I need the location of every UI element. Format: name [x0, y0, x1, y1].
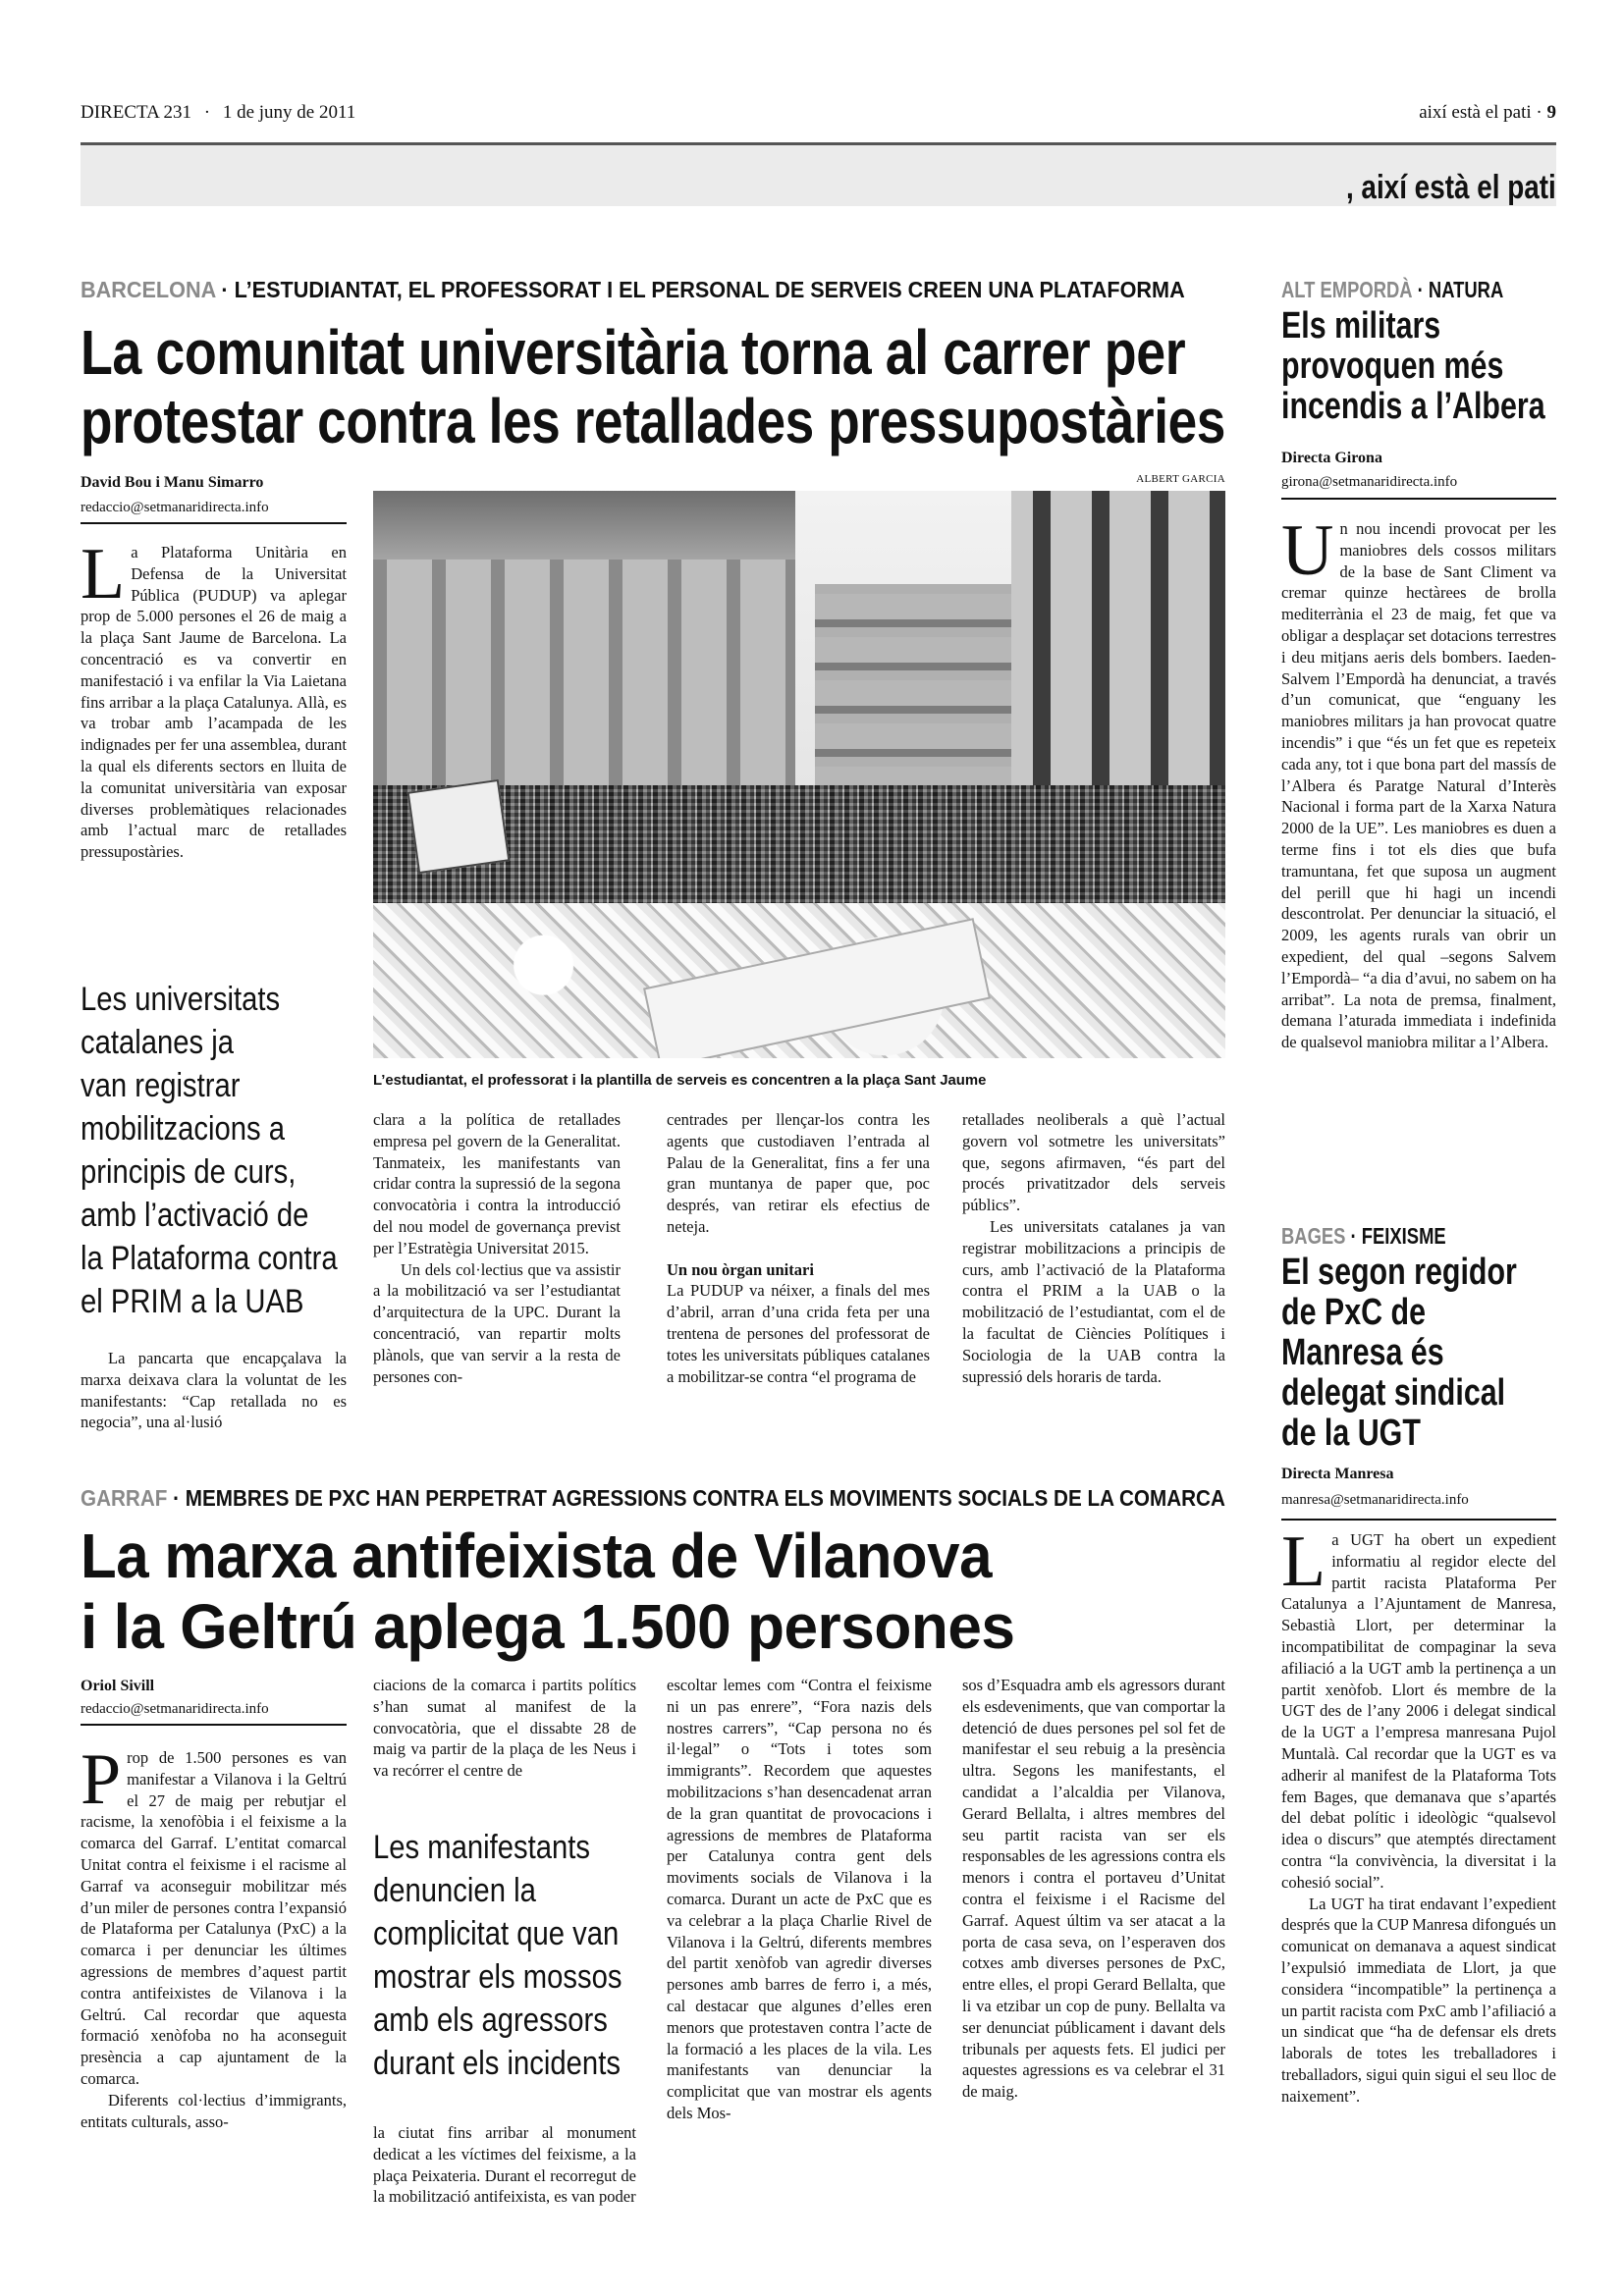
headline-line: de la UGT: [1281, 1413, 1421, 1454]
second-headline-line-2: [81, 1590, 1015, 1661]
kicker-text: · L’ESTUDIANTAT, EL PROFESSORAT I EL PERSONAL DE SERVEIS CREEN UNA PLATAFORMA: [215, 277, 1185, 302]
second-column-3: [667, 1675, 932, 2124]
issue-date: 1 de juny de 2011: [222, 102, 356, 123]
paragraph: Les universitats catalanes ja van registrar mobilitzacions a principis de curs, amb l’activació de la Plataforma contra el PRIM a la UAB o la mobilització de l’estudiantat, com el de la facultat de Ciències Polítiques i Sociologia de la UAB contra la supressió dels horaris de tarda.: [962, 1216, 1225, 1386]
pullquote-line: mostrar els mossos: [373, 1958, 622, 1996]
main-column-4: [962, 1109, 1225, 1387]
pullquote-line: van registrar: [81, 1067, 241, 1104]
headline-text: La comunitat universitària torna al carrer per: [81, 317, 1186, 388]
headline-line: Manresa és: [1281, 1332, 1444, 1373]
caption-text: L’estudiantat, el professorat i la plantilla de serveis es concentren a la plaça Sant Jaume: [373, 1072, 987, 1089]
paragraph: La PUDUP va néixer, a finals del mes d’abril, arran d’una crida feta per una trentena de persones del professorat de totes les universitats públiques catalanes a mobilitzar-se contra “el programa de: [667, 1281, 930, 1386]
kicker-text: · MEMBRES DE PXC HAN PERPETRAT AGRESSIONS CONTRA ELS MOVIMENTS SOCIALS DE LA COMARCA: [167, 1485, 1225, 1511]
paragraph: retallades neoliberals a què l’actual govern vol sotmetre les universitats” que, segons afirmaven, “és part del procés privatitzador dels serveis públics”.: [962, 1110, 1225, 1215]
main-pullquote: [81, 978, 347, 1323]
paragraph: Diferents col·lectius d’immigrants, entitats culturals, asso-: [81, 2090, 347, 2131]
kicker-text: · NATURA: [1412, 277, 1504, 302]
pullquote-line: catalanes ja: [81, 1024, 235, 1061]
main-story-kicker: [81, 277, 1185, 304]
second-author: Oriol Sivill: [81, 1678, 155, 1694]
main-author-email[interactable]: redaccio@setmanaridirecta.info: [81, 500, 269, 515]
main-headline-line-2: [81, 385, 1225, 455]
headline-line: de PxC de: [1281, 1292, 1426, 1333]
byline-rule: [81, 1724, 347, 1726]
headline-text: protestar contra les retallades pressupostàries: [81, 386, 1225, 456]
lead-paragraph: a Plataforma Unitària en Defensa de la Universitat Pública (PUDUP) va aplegar prop de 5.000 persones el 26 de maig a la plaça Sant Jaume de Barcelona. La concentració es va convertir en manifestació i va enfilar la Via Laietana fins arribar a la plaça Catalunya. Allà, es va trobar amb l’acampada de les indignades per fer una assemblea, durant la qual els diferents sectors en lluita de la comunitat universitària van exposar diverses problemàtiques relacionades amb l’actual marc de retallades pressupostàries.: [81, 543, 347, 862]
second-column-2-top: [373, 1675, 636, 1782]
headline-line: provoquen més: [1281, 346, 1504, 387]
subheading: Un nou òrgan unitari: [667, 1259, 814, 1279]
pullquote-line: denuncien la: [373, 1872, 536, 1909]
paragraph: Un dels col·lectius que va assistir a la mobilització va ser l’estudiantat d’arquitectura de la UPC. Durant la concentració, van repartir molts plànols, que van servir a la resta de persones con-: [373, 1259, 621, 1386]
drop-cap: U: [1281, 510, 1334, 591]
headline-text: La marxa antifeixista de Vilanova: [81, 1521, 992, 1591]
running-header-left: [81, 102, 355, 124]
second-pullquote: [373, 1826, 636, 2085]
drop-cap: L: [81, 534, 126, 614]
kicker-place: ALT EMPORDÀ: [1281, 277, 1413, 302]
pullquote-line: durant els incidents: [373, 2045, 621, 2082]
sidebar-1-author: Directa Girona: [1281, 450, 1382, 466]
sidebar-2-headline: [1281, 1253, 1556, 1454]
sidebar-1-body: [1281, 510, 1556, 1053]
page-number: 9: [1546, 102, 1556, 123]
paragraph: la ciutat fins arribar al monument dedicat a les víctimes del feixisme, a la plaça Peixateria. Durant el recorregut de la mobilització antifeixista, es van poder: [373, 2123, 636, 2207]
headline-line: incendis a l’Albera: [1281, 386, 1545, 427]
sidebar-2-body: [1281, 1522, 1556, 2108]
pullquote-line: Les universitats: [81, 981, 281, 1018]
drop-cap: P: [81, 1739, 122, 1820]
photo-caption: [373, 1072, 986, 1089]
pullquote-line: mobilitzacions a: [81, 1110, 286, 1148]
main-lead-column: [81, 534, 347, 863]
paragraph: clara a la política de retallades empresa pel govern de la Generalitat. Tanmateix, les manifestants van cridar contra la supressió de la segona convocatòria i contra la introducció del nou model de governança previst per l’Estratègia Universitat 2015.: [373, 1110, 621, 1257]
drop-cap: L: [1281, 1522, 1326, 1602]
paragraph: n nou incendi provocat per les maniobres dels cossos militars de la base de Sant Climent va cremar quinze hectàrees de brolla mediterrània el 23 de maig, fet que va obligar a desplaçar set dotacions terrestres i deu mitjans aeris dels bombers. Iaeden-Salvem l’Empordà ha denunciat, a través d’un comunicat, que “enguany les maniobres militars ja han provocat quatre incendis” i que “és un fet que es repeteix cada any, tot i que bona part del massís de l’Albera és Paratge Natural d’Interès Nacional i forma part de la Xarxa Natura 2000 de la UE”. Les maniobres es duen a terme fins i tot els dies que bufa tramuntana, fet que suposa un augment del perill que hi hagi un incendi descontrolat. Per denunciar la situació, el 2009, les agents rurals van obrir un expedient, del qual –segons Salvem l’Empordà– “a dia d’avui, no sabem on ha arribat”. La nota de premsa, finalment, demana l’aturada immediata i indefinida de qualsevol maniobra militar a l’Albera.: [1281, 519, 1556, 1052]
section-name: així està el pati ·: [1419, 102, 1542, 123]
kicker-place: BARCELONA: [81, 277, 216, 302]
second-column-2-bottom: [373, 2122, 636, 2208]
pullquote-line: Les manifestants: [373, 1829, 591, 1866]
pullquote-line: complicitat que van: [373, 1915, 620, 1952]
sidebar-1-email[interactable]: girona@setmanaridirecta.info: [1281, 474, 1458, 490]
paragraph: escoltar lemes com “Contra el feixisme ni un pas enrere”, “Fora nazis dels nostres carrers”, “Cap persona no és il·legal” o “Tots i totes som immigrants”. Recordem que aquestes mobilitzacions s’han desencadenat arran de la gran quantitat de provocacions i agressions de membres de Plataforma per Catalunya contra gent dels moviments socials de Vilanova i la comarca. Durant un acte de PxC que es va celebrar a la plaça Charlie Rivel de Vilanova i la Geltrú, diferents membres del partit xenòfob van agredir diverses persones amb barres de ferro i, a més, cal destacar que algunes d’elles eren menors que protestaven contra l’acte de la formació a les places de la vila. Les manifestants van denunciar la complicitat que van mostrar els agents dels Mos-: [667, 1676, 932, 2122]
pullquote-line: amb els agressors: [373, 2002, 608, 2039]
paragraph: sos d’Esquadra amb els agressors durant els esdeveniments, que van comportar la detenció de dues persones pel sol fet de manifestar el seu rebuig a la presència ultra. Segons les manifestants, el candidat a l’alcaldia per Vilanova, Gerard Bellalta, i altres membres del seu partit racista van ser els responsables de les agressions contra els menors i contra el portaveu d’Unitat contra el feixisme i el Racisme del Garraf. Aquest últim va ser atacat a la porta de casa seva, on l’esperaven dos cotxes amb diverses persones de PxC, entre elles, el propi Gerard Bellalta, que li va etzibar un cop de puny. Bellalta va ser denunciat públicament i davant dels tribunals per aquests fets. El judici per aquestes agressions es va celebrar el 31 de maig.: [962, 1676, 1225, 2102]
paragraph: La pancarta que encapçalava la marxa deixava clara la voluntat de les manifestants: “Cap retallada no es negocia”, una al·lusió: [81, 1349, 347, 1432]
paragraph: a UGT ha obert un expedient informatiu al regidor electe del partit racista Plataforma Per Catalunya a l’Ajuntament de Manresa, Sebastià Llort, per determinar la incompatibilitat de compaginar la seva afiliació a la UGT amb la pertinença a un partit xenòfob. Llort és membre de la UGT des de l’any 2006 i delegat sindical de la UGT a l’empresa manresana Pujol Muntalà. Cal recordar que la UGT es va adherir al manifest de la Plataforma Tots fem Bages, que demanava que s’apartés del debat polític i ideològic “qualsevol idea o discurs” que atemptés directament contra “la convivència, la diversitat i la cohesió social”.: [1281, 1530, 1556, 1892]
lead-paragraph: rop de 1.500 persones es van manifestar a Vilanova i la Geltrú el 27 de maig per rebutjar el racisme, la xenofòbia i el feixisme a la comarca del Garraf. L’entitat comarcal Unitat contra el feixisme i el racisme al Garraf va aconseguir mobilitzar més d’un miler de persones contra l’expansió de Plataforma per Catalunya (PxC) a la comarca i per denunciar les últimes agressions de membres d’aquest partit contra antifeixistes de Vilanova i la Geltrú. Cal recordar que aquesta formació xenòfoba no ha aconseguit presència a cap ajuntament de la comarca.: [81, 1748, 347, 2088]
second-story-kicker: [81, 1485, 1225, 1513]
sidebar-1-headline: [1281, 306, 1556, 427]
main-headline-line-1: [81, 316, 1185, 387]
pullquote-line: el PRIM a la UAB: [81, 1283, 304, 1320]
second-headline-line-1: [81, 1520, 992, 1590]
byline-rule: [1281, 498, 1556, 500]
main-column-1: [81, 1348, 347, 1433]
protest-photo: [373, 491, 1225, 1058]
sidebar-2-kicker: [1281, 1223, 1488, 1251]
byline-rule: [81, 522, 347, 524]
pullquote-line: principis de curs,: [81, 1153, 297, 1191]
sidebar-1-kicker: [1281, 277, 1559, 304]
headline-line: Els militars: [1281, 305, 1441, 347]
running-header-right: [1419, 102, 1556, 124]
main-column-3: [667, 1109, 930, 1387]
headline-line: delegat sindical: [1281, 1372, 1506, 1414]
paragraph: ciacions de la comarca i partits polítics s’han sumat al manifest de la convocatòria, que el dissabte 28 de maig va partir de la plaça de les Neus i va recórrer el centre de: [373, 1676, 636, 1781]
second-column-4: [962, 1675, 1225, 2103]
header-separator: ·: [203, 102, 211, 123]
headline-text: i la Geltrú aplega 1.500 persones: [81, 1591, 1015, 1662]
second-author-email[interactable]: redaccio@setmanaridirecta.info: [81, 1701, 269, 1717]
pullquote-line: la Plataforma contra: [81, 1240, 338, 1277]
section-banner: [1300, 169, 1556, 207]
second-column-1: [81, 1739, 347, 2132]
main-column-2: [373, 1109, 621, 1387]
sidebar-2-email[interactable]: manresa@setmanaridirecta.info: [1281, 1492, 1469, 1508]
sidebar-2-author: Directa Manresa: [1281, 1466, 1394, 1482]
main-author: David Bou i Manu Simarro: [81, 474, 264, 491]
section-banner-text: , així està el pati: [1346, 169, 1556, 206]
paragraph: centrades per llençar-los contra les agents que custodiaven l’entrada al Palau de la Generalitat, fins a fer una gran muntanya de paper que, poc després, van retirar els efectius de neteja.: [667, 1110, 930, 1236]
kicker-place: GARRAF: [81, 1485, 168, 1511]
headline-line: El segon regidor: [1281, 1252, 1517, 1293]
kicker-place: BAGES: [1281, 1223, 1346, 1249]
publication-issue: DIRECTA 231: [81, 102, 192, 123]
paragraph: La UGT ha tirat endavant l’expedient després que la CUP Manresa difongués un comunicat on demanava a aquest sindicat l’expulsió immediata de Llort, ja que considera “incompatible” la pertinença a un partit racista com PxC amb l’afiliació a un sindicat que “ha de defensar els drets laborals de totes les treballadores i treballadors, sigui quin sigui el seu lloc de naixement”.: [1281, 1894, 1556, 2106]
photo-credit: ALBERT GARCIA: [1136, 473, 1225, 485]
byline-rule: [1281, 1519, 1556, 1521]
kicker-text: · FEIXISME: [1345, 1223, 1446, 1249]
pullquote-line: amb l’activació de: [81, 1197, 309, 1234]
